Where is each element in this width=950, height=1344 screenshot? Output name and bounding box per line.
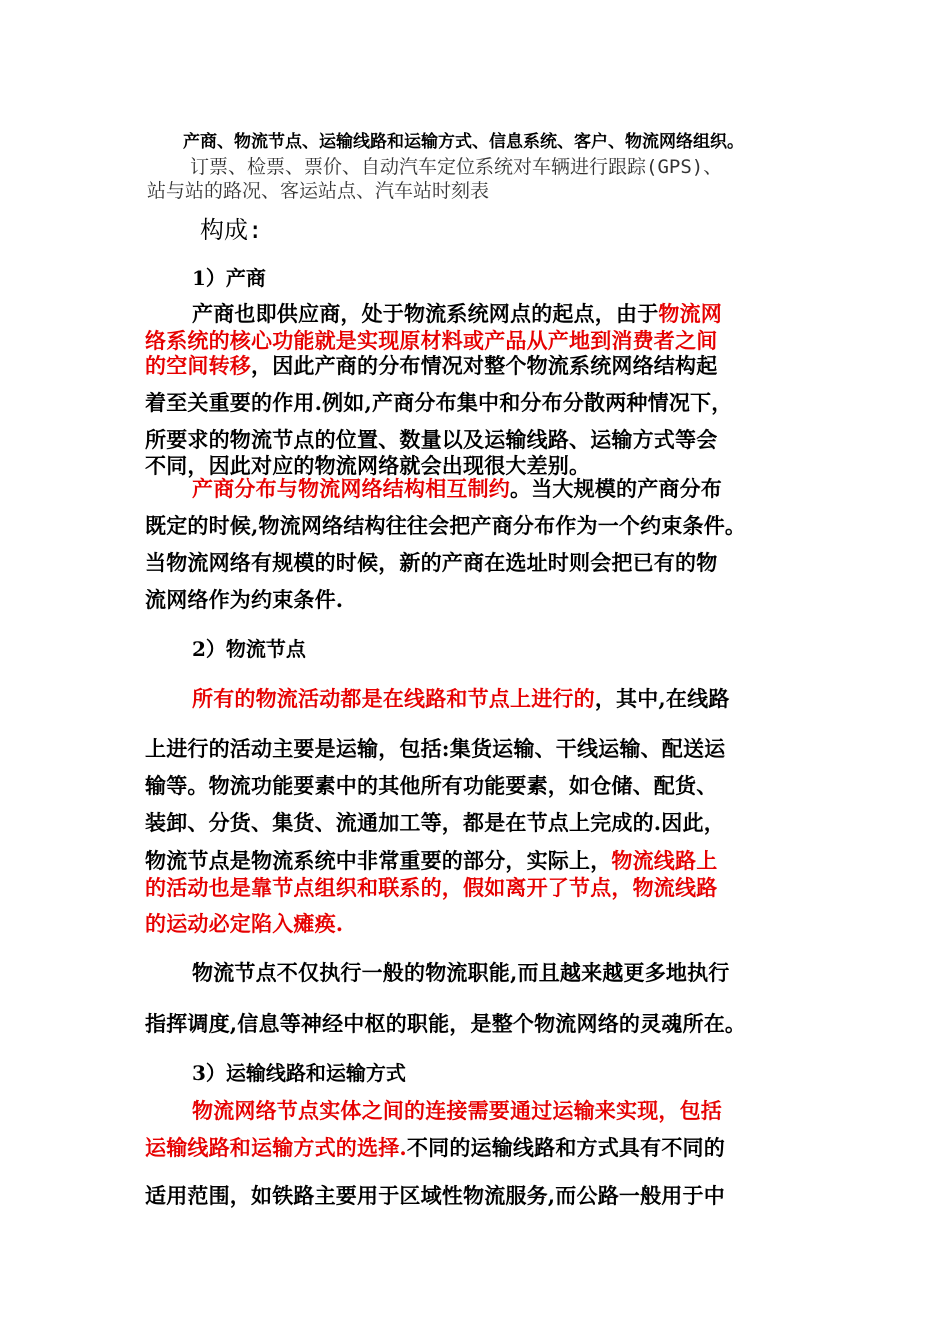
paragraph-line: 的空间转移，因此产商的分布情况对整个物流系统网络结构起 [145, 353, 718, 378]
paragraph-line: 物流节点是物流系统中非常重要的部分，实际上，物流线路上 [145, 848, 718, 873]
paragraph-line: 物流网络节点实体之间的连接需要通过运输来实现，包括 [192, 1098, 722, 1123]
section-2-title: 2）物流节点 [192, 637, 306, 661]
paragraph-line: 的运动必定陷入瘫痪. [145, 911, 344, 936]
paragraph-line: 产商也即供应商，处于物流系统网点的起点，由于物流网 [192, 301, 723, 326]
paragraph-line: 不同，因此对应的物流网络就会出现很大差别。 [145, 453, 591, 478]
paragraph-line: 指挥调度,信息等神经中枢的职能，是整个物流网络的灵魂所在。 [145, 1011, 747, 1036]
paragraph-line: 既定的时候,物流网络结构往往会把产商分布作为一个约束条件。 [145, 513, 747, 538]
section-3-title: 3）运输线路和运输方式 [192, 1061, 406, 1085]
intro-line-1: 产商、物流节点、运输线路和运输方式、信息系统、客户、物流网络组织。 [183, 132, 744, 152]
paragraph-line: 物流节点不仅执行一般的物流职能,而且越来越更多地执行 [192, 960, 730, 985]
paragraph-line: 上进行的活动主要是运输，包括:集货运输、干线运输、配送运 [145, 736, 726, 761]
intro-line-3: 站与站的路况、客运站点、汽车站时刻表 [147, 180, 490, 202]
paragraph-line: 输等。物流功能要素中的其他所有功能要素，如仓储、配货、 [145, 773, 718, 798]
main-heading: 构成: [200, 216, 263, 244]
intro-line-2: 订票、检票、票价、自动汽车定位系统对车辆进行跟踪(GPS)、 [190, 156, 723, 178]
section-1-title: 1）产商 [192, 266, 266, 290]
paragraph-line: 络系统的核心功能就是实现原材料或产品从产地到消费者之间 [145, 328, 718, 353]
paragraph-line: 运输线路和运输方式的选择.不同的运输线路和方式具有不同的 [145, 1135, 725, 1160]
paragraph-line: 所有的物流活动都是在线路和节点上进行的，其中,在线路 [192, 686, 730, 711]
paragraph-line: 的活动也是靠节点组织和联系的，假如离开了节点，物流线路 [145, 875, 718, 900]
paragraph-line: 着至关重要的作用.例如,产商分布集中和分布分散两种情况下， [145, 390, 733, 415]
paragraph-line: 产商分布与物流网络结构相互制约。当大规模的产商分布 [192, 476, 722, 501]
paragraph-line: 装卸、分货、集货、流通加工等，都是在节点上完成的.因此， [145, 810, 725, 835]
paragraph-line: 所要求的物流节点的位置、数量以及运输线路、运输方式等会 [145, 427, 718, 452]
paragraph-line: 适用范围，如铁路主要用于区域性物流服务,而公路一般用于中 [145, 1183, 725, 1208]
paragraph-line: 流网络作为约束条件. [145, 587, 344, 612]
paragraph-line: 当物流网络有规模的时候，新的产商在选址时则会把已有的物 [145, 550, 718, 575]
